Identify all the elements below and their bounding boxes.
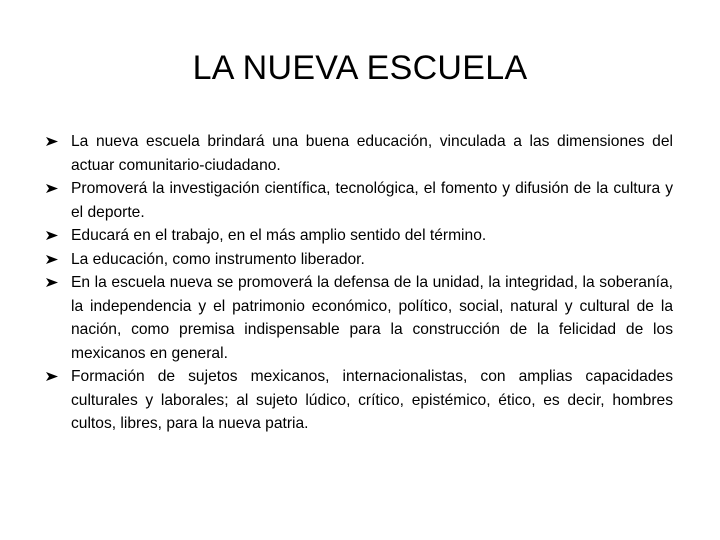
bullet-list: [45, 130, 673, 436]
list-item: [45, 177, 673, 224]
list-item: [45, 271, 673, 365]
arrowhead-bullet-icon: [45, 230, 59, 241]
list-item: [45, 248, 673, 272]
arrowhead-bullet-icon: [45, 371, 59, 382]
slide-title: LA NUEVA ESCUELA: [192, 49, 528, 87]
arrowhead-bullet-icon: [45, 183, 59, 194]
bullet-text: Formación de sujetos mexicanos, internacionalistas, con amplias capacidades culturales y laborales; al sujeto lúdico, crítico, epistémico, ético, es decir, hombres cultos, libres, para la nueva patria.: [71, 368, 673, 432]
list-item: [45, 365, 673, 436]
bullet-text: Educará en el trabajo, en el más amplio sentido del término.: [71, 227, 487, 244]
arrowhead-bullet-icon: [45, 254, 59, 265]
arrowhead-bullet-icon: [45, 277, 59, 288]
bullet-text: Promoverá la investigación científica, tecnológica, el fomento y difusión de la cultura y el deporte.: [71, 180, 673, 221]
bullet-text: La educación, como instrumento liberador.: [71, 250, 365, 268]
bullet-text: La nueva escuela brindará una buena educación, vinculada a las dimensiones del actuar comunitario-ciudadano.: [71, 133, 673, 174]
arrowhead-bullet-icon: [45, 136, 59, 147]
bullet-text: En la escuela nueva se promoverá la defensa de la unidad, la integridad, la soberanía, la independencia y el patrimonio económico, político, social, natural y cultural de la nación, como premisa indispensable para la construcción de la felicidad de los mexicanos en general.: [71, 274, 673, 362]
list-item: [45, 130, 673, 177]
list-item: [45, 224, 673, 248]
